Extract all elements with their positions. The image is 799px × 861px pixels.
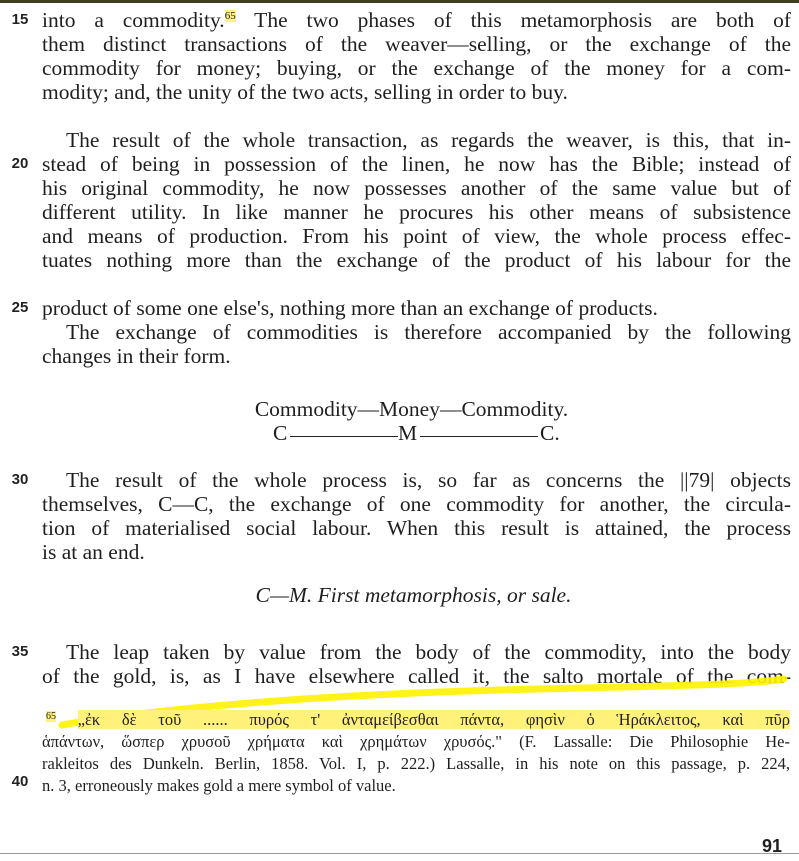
text-span: into a commodity.: [42, 8, 225, 32]
footnote-line: ἁπάντων, ὥσπερ χρυσοῦ χρήματα καὶ χρημάτων χρυσός." (F. Lassalle: Die Philosophie He-: [42, 732, 790, 751]
formula-dash: [290, 436, 398, 437]
paragraph-line: different utility. In like manner he procures his other means of subsistence: [42, 200, 791, 224]
footnote-number: 65: [46, 711, 56, 722]
paragraph-line: The result of the whole process is, so far as concerns the ||79| objects: [66, 468, 791, 492]
line-number: 20: [11, 155, 29, 172]
line-number: 30: [11, 471, 29, 488]
paragraph-line: themselves, C—C, the exchange of one commodity for another, the circula-: [42, 492, 791, 516]
paragraph-line: The leap taken by value from the body of the commodity, into the body: [66, 640, 791, 664]
paragraph-line: his original commodity, he now possesses another of the same value but of: [42, 176, 791, 200]
formula-words: Commodity—Money—Commodity.: [254, 397, 569, 421]
footnote-line: rakleitos des Dunkeln. Berlin, 1858. Vol. I, p. 222.) Lassalle, in his note on this passage, p. 224,: [42, 754, 790, 773]
footnote-line: n. 3, erroneously makes gold a mere symbol of value.: [42, 776, 396, 795]
line-number: 25: [11, 299, 29, 316]
page-number: 91: [762, 836, 783, 856]
paragraph-line: and means of production. From his point of view, the whole process effec-: [42, 224, 791, 248]
paragraph-line: commodity for money; buying, or the exchange of the money for a com-: [42, 56, 791, 80]
formula-c: C: [273, 421, 288, 445]
footnote-greek: „ἐκ δὲ τοῦ ...... πυρός τ' ἀνταμείβεσθαι πάντα, φησὶν ὁ Ἡράκλειτος, καὶ πῦρ: [77, 710, 790, 729]
formula-c-end: C.: [540, 421, 560, 445]
formula-m: M: [398, 421, 418, 445]
page-bottom-rule: [0, 853, 799, 854]
line-number: 35: [11, 643, 29, 660]
paragraph-line: modity; and, the unity of the two acts, selling in order to buy.: [42, 80, 568, 104]
section-heading: C—M. First metamorphosis, or sale.: [255, 583, 572, 607]
text-span: The two phases of this metamorphosis are both of: [235, 8, 791, 32]
paragraph-line: tion of materialised social labour. When this result is attained, the process: [42, 516, 791, 540]
paragraph-line: them distinct transactions of the weaver—selling, or the exchange of the: [42, 32, 791, 56]
paragraph-line: is at an end.: [42, 540, 145, 564]
paragraph-line: of the gold, is, as I have elsewhere called it, the salto mortale of the com-: [42, 664, 791, 688]
line-number: 40: [11, 773, 29, 790]
footnote-ref[interactable]: 65: [224, 10, 236, 22]
paragraph-line: tuates nothing more than the exchange of the product of his labour for the: [42, 248, 791, 272]
paragraph-line: stead of being in possession of the linen, he now has the Bible; instead of: [42, 152, 791, 176]
formula-dash: [420, 436, 538, 437]
paragraph-line: product of some one else's, nothing more than an exchange of products.: [42, 296, 658, 320]
paragraph-line: The exchange of commodities is therefore accompanied by the following: [66, 320, 791, 344]
paragraph-line: changes in their form.: [42, 344, 231, 368]
top-border: [0, 0, 799, 3]
line-number: 15: [11, 11, 29, 28]
paragraph-line: The result of the whole transaction, as regards the weaver, is this, that in-: [66, 128, 791, 152]
footnote-line: [46, 709, 790, 733]
